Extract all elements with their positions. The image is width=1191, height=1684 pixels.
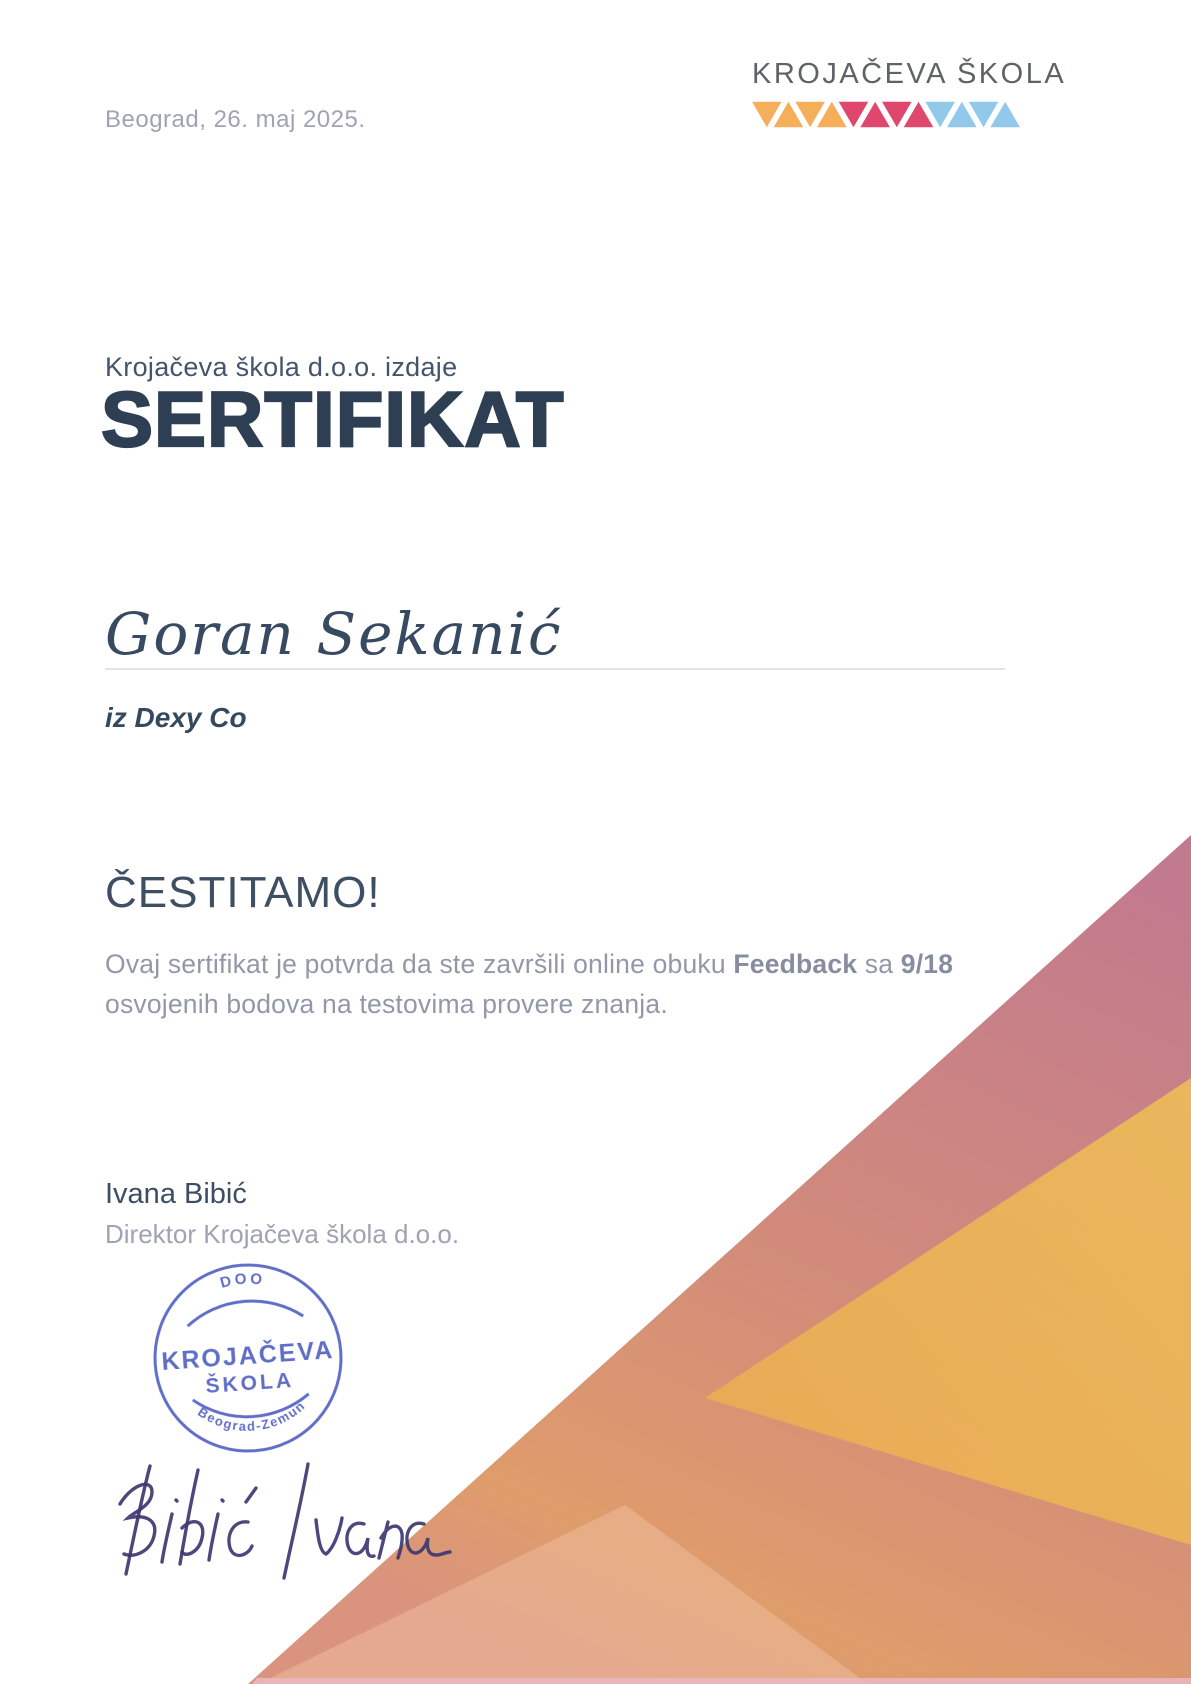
- signer-name: Ivana Bibić: [105, 1178, 247, 1210]
- date-text: Beograd, 26. maj 2025.: [105, 106, 366, 133]
- logo-triangle-band-icon: [752, 101, 1020, 128]
- issuer-line: Krojačeva škola d.o.o. izdaje: [105, 352, 458, 382]
- congrats-text-2: sa: [857, 949, 901, 979]
- logo-wordmark: KROJAČEVA ŠKOLA: [752, 58, 1067, 90]
- stamp-top-text: DOO: [218, 1270, 266, 1292]
- congrats-text-1: Ovaj sertifikat je potvrda da ste završili online obuku: [105, 949, 734, 979]
- stamp-line2-text: ŠKOLA: [204, 1368, 295, 1398]
- handwritten-signature: [112, 1462, 452, 1592]
- score-value: 9/18: [900, 949, 954, 979]
- recipient-company: iz Dexy Co: [105, 702, 247, 733]
- certificate-title: SERTIFIKAT: [101, 375, 565, 463]
- bg-bottom-strip: [252, 1678, 1191, 1684]
- logo: [752, 58, 1067, 128]
- stamp-top-arc: [186, 1297, 303, 1326]
- recipient-name: Goran Sekanić: [105, 600, 563, 668]
- congrats-paragraph: [105, 944, 1075, 1024]
- company-stamp: [132, 1258, 364, 1464]
- stamp-line1-text: KROJAČEVA: [160, 1336, 336, 1377]
- stamp-bottom-text: Beograd-Zemun: [195, 1397, 309, 1434]
- congrats-heading: ČESTITAMO!: [105, 868, 381, 917]
- name-underline: [105, 668, 1005, 670]
- signer-title: Direktor Krojačeva škola d.o.o.: [105, 1219, 460, 1249]
- course-name: Feedback: [733, 949, 858, 979]
- congrats-text-3: osvojenih bodova na testovima provere znanja.: [105, 989, 668, 1019]
